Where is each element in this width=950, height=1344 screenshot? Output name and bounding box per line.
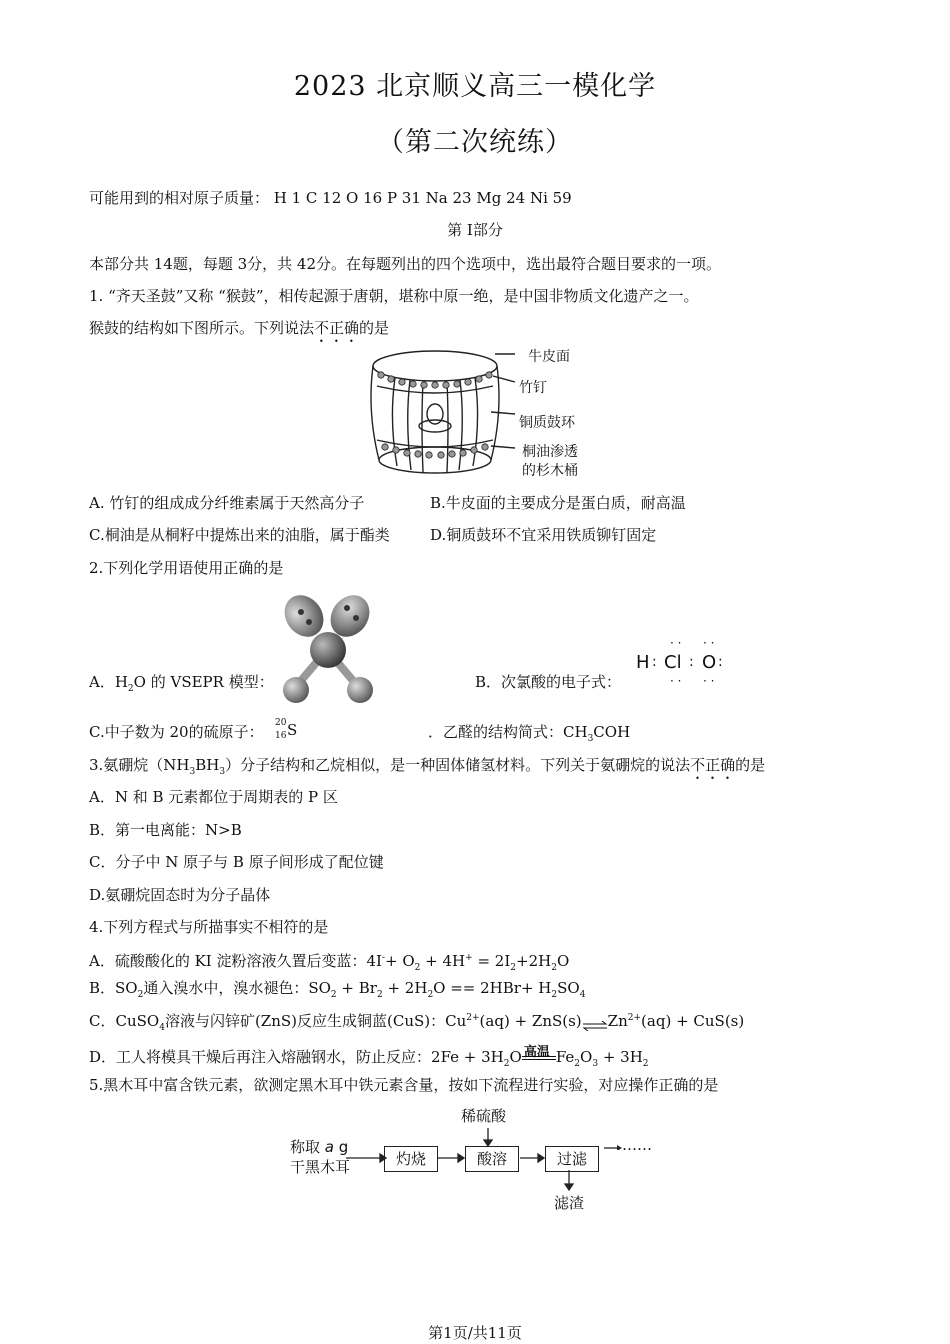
q4-option-b: B．$SO_2$通入溴水中，溴水褪色：$SO_2 + Br_2 + 2H_2O == 2HBr+ H_2SO_4$: [89, 979, 586, 1000]
q1-option-a: A. 竹钉的组成成分纤维素属于天然高分子: [89, 494, 365, 512]
reagent-dilute-sulfuric-acid: 稀硫酸: [461, 1107, 507, 1125]
q2-stem: 2.下列化学用语使用正确的是: [89, 559, 284, 577]
flow-step-acid-dissolve: 酸溶: [465, 1146, 519, 1172]
q1-stem-line2: 猴鼓的结构如下图所示。下列说法不正确的是: [89, 319, 390, 337]
reaction-condition: 高温: [522, 1051, 556, 1065]
q4-option-c: C．CuSO$_4$溶液与闪锌矿(ZnS)反应生成铜蓝(CuS)：$Cu^{2+}(aq) + ZnS(s) Zn^{2+}(aq) + CuS(s)$: [89, 1012, 745, 1033]
flow-step-filter: 过滤: [545, 1146, 599, 1172]
q5-stem: 5.黑木耳中富含铁元素，欲测定黑木耳中铁元素含量，按如下流程进行实验，对应操作正确的是: [89, 1076, 719, 1094]
q3-option-b: B．第一电离能：N>B: [89, 821, 242, 839]
sulfur-isotope-symbol: 20 16 S: [275, 718, 298, 741]
q3-option-a: A．N 和 B 元素都位于周期表的 P 区: [89, 788, 338, 806]
atom-h: H: [636, 652, 650, 673]
q2-option-c: C.中子数为 20的硫原子：: [89, 723, 264, 741]
flow-ellipsis: ……: [604, 1136, 652, 1154]
label-copper-ring: 铜质鼓环: [519, 415, 575, 431]
label-fir-barrel: 的杉木桶: [522, 463, 578, 479]
lone-pair-dots: · ·: [703, 674, 715, 688]
label-tung-oil: 桐油渗透: [522, 444, 578, 460]
q3-stem: 3.氨硼烷$(NH_3BH_3)$分子结构和乙烷相似，是一种固体储氢材料。下列关于氨硼烷的说法不正确的是: [89, 756, 766, 777]
q3-option-c: C．分子中 N 原子与 B 原子间形成了配位键: [89, 853, 384, 871]
lone-pair-dots: · ·: [703, 636, 715, 650]
page-subtitle: （第二次统练）: [377, 127, 573, 158]
label-bamboo-nail: 竹钉: [519, 380, 547, 396]
q2-option-a: A．$H_2O$ 的 VSEPR 模型：: [89, 673, 274, 694]
atomic-masses: 可能用到的相对原子质量： H 1 C 12 O 16 P 31 Na 23 Mg 24 Ni 59: [89, 189, 572, 207]
lone-pair-dots: · ·: [670, 636, 682, 650]
atom-cl: Cl: [664, 652, 682, 673]
q2-option-b: B．次氯酸的电子式：: [475, 673, 622, 691]
label-cowhide: 牛皮面: [528, 349, 570, 365]
flow-start: 称取 a g 干黑木耳: [290, 1138, 351, 1176]
vsepr-model-image: [270, 590, 390, 710]
q1-option-c: C.桐油是从桐籽中提炼出来的油脂，属于酯类: [89, 526, 390, 544]
q4-stem: 4.下列方程式与所描事实不相符的是: [89, 918, 329, 936]
flow-residue: 滤渣: [554, 1194, 585, 1212]
q1-stem-line1: 1. “齐天圣鼓”又称 “猴鼓”，相传起源于唐朝，堪称中原一绝，是中国非物质文化遗产之一。: [89, 287, 699, 305]
lone-pair-dots: · ·: [670, 674, 682, 688]
equilibrium-arrow-icon: [582, 1017, 608, 1027]
q3-option-d: D.氨硼烷固态时为分子晶体: [89, 886, 271, 904]
hclo-electron-formula: · · · · H : Cl : O : · · · ·: [636, 636, 723, 688]
page-title: 2023 北京顺义高三一模化学: [293, 71, 657, 102]
atom-o: O: [702, 652, 717, 673]
q1-option-b: B.牛皮面的主要成分是蛋白质，耐高温: [430, 494, 686, 512]
q4-option-d: D．工人将模具干燥后再注入熔融钢水，防止反应：$2Fe + 3H_2O$ 高温 $Fe_2O_3 + 3H_2$: [89, 1045, 649, 1069]
page-footer: 第1页/共11页: [428, 1324, 522, 1342]
q4-option-a: A．硫酸酸化的 KI 淀粉溶液久置后变蓝：$4I^-+ O_2 + 4H^+ = 2I_2+2H_2O$: [89, 952, 570, 973]
q2-option-d: ．乙醛的结构简式：$CH_3COH$: [428, 723, 631, 744]
section-intro: 本部分共 14题，每题 3分，共 42分。在每题列出的四个选项中，选出最符合题目要求的一项。: [89, 255, 722, 273]
section-title: 第 I部分: [447, 221, 503, 239]
flow-step-ignite: 灼烧: [384, 1146, 438, 1172]
q1-option-d: D.铜质鼓环不宜采用铁质铆钉固定: [430, 526, 657, 544]
